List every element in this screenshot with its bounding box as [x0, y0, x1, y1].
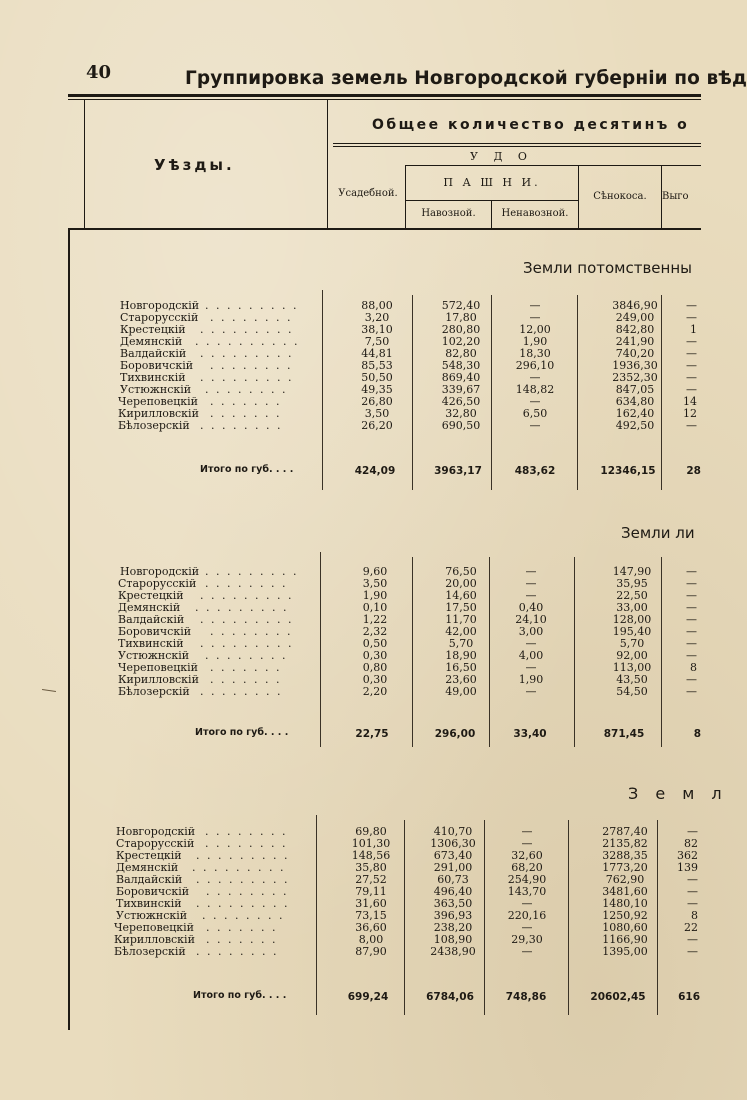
table-cell: 35,95 [616, 577, 648, 590]
table-cell: 1,90 [362, 589, 388, 602]
table-cell: 572,40 [441, 299, 481, 312]
district-name: Старорусскій [120, 311, 199, 324]
table-cell: 3,50 [364, 407, 390, 420]
table-cell: 1,22 [362, 613, 388, 626]
col-vygon: Выго [662, 191, 689, 202]
table-cell: — [521, 921, 533, 934]
leader-dots: . . . . . . . . [205, 825, 288, 838]
table-cell: 32,80 [445, 407, 477, 420]
leader-dots: . . . . . . . . . [200, 589, 294, 602]
table-cell: 1080,60 [602, 921, 648, 934]
total-label: Итого по губ. . . . [200, 464, 294, 475]
table-cell: 17,80 [445, 311, 477, 324]
table-cell: 2787,40 [602, 825, 648, 838]
table-cell: 79,11 [355, 885, 387, 898]
page-title: Группировка земель Новгородской губерніи по вѣд [185, 68, 747, 89]
table-cell: 842,80 [615, 323, 655, 336]
table-cell: — [686, 299, 697, 312]
table-cell: 426,50 [441, 395, 481, 408]
table-cell: 24,10 [515, 613, 547, 626]
leader-dots: . . . . . . . . [205, 383, 288, 396]
table-cell: 410,70 [433, 825, 473, 838]
table-cell: — [686, 565, 697, 578]
table-cell: 18,30 [519, 347, 551, 360]
total-usad: 22,75 [355, 728, 389, 740]
leader-dots: . . . . . . . . . [192, 861, 286, 874]
table-cell: 634,80 [615, 395, 655, 408]
table-cell: — [686, 637, 697, 650]
table-cell: 7,50 [364, 335, 390, 348]
total-vygon: 8 [693, 728, 701, 740]
table-cell: 88,00 [361, 299, 393, 312]
total-nenavoz: 748,86 [505, 991, 547, 1003]
table-cell: — [521, 825, 533, 838]
table-cell: 396,93 [433, 909, 473, 922]
table-cell: 69,80 [355, 825, 387, 838]
table-cell: 5,70 [619, 637, 645, 650]
district-name: Устюжнскій [118, 649, 190, 662]
district-name: Кирилловскій [118, 673, 199, 686]
table-cell: — [686, 673, 697, 686]
table-cell: 44,81 [361, 347, 393, 360]
table-cell: 50,50 [361, 371, 393, 384]
table-cell: 42,00 [445, 625, 477, 638]
leader-dots: . . . . . . . . . [200, 371, 294, 384]
table-cell: 31,60 [355, 897, 387, 910]
total-nenavoz: 483,62 [514, 465, 556, 477]
table-cell: 82,80 [445, 347, 477, 360]
table-cell: — [525, 661, 537, 674]
table-cell: 148,82 [515, 383, 555, 396]
district-name: Бѣлозерскій [114, 945, 186, 958]
leader-dots: . . . . . . . . [205, 577, 288, 590]
table-cell: 2135,82 [602, 837, 648, 850]
table-cell: — [529, 299, 541, 312]
district-name: Череповецкій [118, 395, 199, 408]
table-cell: 26,80 [361, 395, 393, 408]
table-cell: 32,60 [511, 849, 543, 862]
table-cell: — [521, 897, 533, 910]
table-cell: 16,50 [445, 661, 477, 674]
table-cell: — [687, 945, 698, 958]
table-cell: 673,40 [433, 849, 473, 862]
leader-dots: . . . . . . . . [200, 419, 283, 432]
table-cell: — [525, 685, 537, 698]
table-cell: 22 [684, 921, 698, 934]
leader-dots: . . . . . . . . . [205, 565, 299, 578]
table-cell: — [686, 685, 697, 698]
table-cell: 35,80 [355, 861, 387, 874]
district-name: Валдайскій [116, 873, 183, 886]
table-cell: — [529, 395, 541, 408]
table-cell: 128,00 [612, 613, 652, 626]
table-cell: 68,20 [511, 861, 543, 874]
table-cell: 291,00 [433, 861, 473, 874]
leader-dots: . . . . . . . . [210, 359, 293, 372]
table-cell: 102,20 [441, 335, 481, 348]
district-name: Бѣлозерскій [118, 419, 190, 432]
table-cell: 6,50 [522, 407, 548, 420]
table-cell: 241,90 [615, 335, 655, 348]
total-senokos: 12346,15 [600, 465, 656, 477]
uezdy-header: Уѣзды. [154, 156, 235, 174]
table-cell: — [686, 383, 697, 396]
header-rule-top-thin [68, 99, 701, 100]
total-nenavoz: 33,40 [513, 728, 547, 740]
table-cell: 496,40 [433, 885, 473, 898]
table-cell: — [529, 311, 541, 324]
table-cell: 5,70 [448, 637, 474, 650]
table-cell: 3288,35 [602, 849, 648, 862]
table-cell: 220,16 [507, 909, 547, 922]
col-pashni: П А Ш Н И. [443, 176, 541, 189]
table-cell: 8 [691, 909, 698, 922]
district-name: Тихвинскій [118, 637, 184, 650]
table-cell: 362 [677, 849, 698, 862]
table-cell: 548,30 [441, 359, 481, 372]
table-cell: — [686, 613, 697, 626]
table-cell: 0,30 [362, 649, 388, 662]
table-cell: 54,50 [616, 685, 648, 698]
table-cell: — [686, 589, 697, 602]
table-cell: — [686, 625, 697, 638]
table-cell: 762,90 [605, 873, 645, 886]
table-cell: 1480,10 [602, 897, 648, 910]
table-cell: — [687, 885, 698, 898]
district-name: Устюжнскій [116, 909, 188, 922]
table-cell: 20,00 [445, 577, 477, 590]
table-cell: — [687, 933, 698, 946]
total-label: Итого по губ. . . . [195, 727, 289, 738]
leader-dots: . . . . . . . . [206, 885, 289, 898]
col-nenavoznoy: Ненавозной. [501, 208, 569, 219]
district-name: Валдайскій [120, 347, 187, 360]
leader-dots: . . . . . . . . [210, 311, 293, 324]
table-cell: 17,50 [445, 601, 477, 614]
table-cell: 18,90 [445, 649, 477, 662]
district-name: Бѣлозерскій [118, 685, 190, 698]
section-title: З е м л [628, 784, 728, 803]
table-cell: — [686, 649, 697, 662]
main-heading: Общее количество десятинъ о [372, 117, 690, 133]
table-cell: 143,70 [507, 885, 547, 898]
district-name: Старорусскій [116, 837, 195, 850]
district-name: Старорусскій [118, 577, 197, 590]
district-name: Череповецкій [118, 661, 199, 674]
table-cell: 60,73 [437, 873, 469, 886]
leader-dots: . . . . . . . . . [195, 601, 289, 614]
table-cell: 87,90 [355, 945, 387, 958]
table-cell: 9,60 [362, 565, 388, 578]
total-vygon: 616 [678, 991, 700, 1003]
total-label: Итого по губ. . . . [193, 990, 287, 1001]
district-name: Новгородскій [120, 299, 200, 312]
table-cell: 1 [690, 323, 697, 336]
table-cell: 339,67 [441, 383, 481, 396]
district-name: Боровичскій [116, 885, 190, 898]
leader-dots: . . . . . . . . [202, 909, 285, 922]
leader-dots: . . . . . . . . [200, 685, 283, 698]
total-navoz: 296,00 [434, 728, 476, 740]
district-name: Боровичскій [118, 625, 192, 638]
table-cell: 0,40 [518, 601, 544, 614]
header-rule-top [68, 94, 701, 97]
table-cell: 27,52 [355, 873, 387, 886]
table-cell: 162,40 [615, 407, 655, 420]
table-cell: 1936,30 [612, 359, 658, 372]
table-cell: 148,56 [351, 849, 391, 862]
table-cell: 101,30 [351, 837, 391, 850]
district-name: Тихвинскій [120, 371, 186, 384]
leader-dots: . . . . . . . . . [205, 299, 299, 312]
leader-dots: . . . . . . . . . [200, 637, 294, 650]
district-name: Валдайскій [118, 613, 185, 626]
total-senokos: 20602,45 [590, 991, 646, 1003]
total-vygon: 28 [686, 465, 701, 477]
leader-dots: . . . . . . . [206, 921, 278, 934]
table-cell: 238,20 [433, 921, 473, 934]
left-border [68, 230, 70, 1030]
district-name: Крестецкій [116, 849, 182, 862]
table-cell: 363,50 [433, 897, 473, 910]
table-cell: 1,90 [522, 335, 548, 348]
leader-dots: . . . . . . . . . . [195, 335, 300, 348]
district-name: Кирилловскій [114, 933, 195, 946]
table-cell: 0,30 [362, 673, 388, 686]
table-cell: 33,00 [616, 601, 648, 614]
table-cell: 49,00 [445, 685, 477, 698]
table-cell: 690,50 [441, 419, 481, 432]
table-cell: — [686, 419, 697, 432]
section-title: Земли ли [621, 524, 695, 542]
leader-dots: . . . . . . . . [205, 649, 288, 662]
table-cell: — [686, 359, 697, 372]
page-number: 40 [86, 62, 112, 83]
table-cell: — [687, 897, 698, 910]
table-cell: 36,60 [355, 921, 387, 934]
table-cell: 492,50 [615, 419, 655, 432]
table-cell: — [529, 419, 541, 432]
leader-dots: . . . . . . . . [205, 837, 288, 850]
table-cell: 8,00 [358, 933, 384, 946]
total-navoz: 3963,17 [434, 465, 482, 477]
col-usadebnoy: Усадебной. [338, 188, 398, 199]
table-cell: 254,90 [507, 873, 547, 886]
table-cell: 3,50 [362, 577, 388, 590]
table-cell: 847,05 [615, 383, 655, 396]
table-cell: 1773,20 [602, 861, 648, 874]
table-cell: 869,40 [441, 371, 481, 384]
total-usad: 699,24 [347, 991, 389, 1003]
table-cell: — [525, 565, 537, 578]
table-cell: 73,15 [355, 909, 387, 922]
table-cell: 0,50 [362, 637, 388, 650]
table-cell: — [529, 371, 541, 384]
table-cell: 2352,30 [612, 371, 658, 384]
table-cell: 0,80 [362, 661, 388, 674]
table-cell: 49,35 [361, 383, 393, 396]
leader-dots: . . . . . . . . . [200, 323, 294, 336]
district-name: Устюжнскій [120, 383, 192, 396]
district-name: Демянскій [118, 601, 181, 614]
table-cell: — [686, 601, 697, 614]
table-cell: 280,80 [441, 323, 481, 336]
table-cell: 29,30 [511, 933, 543, 946]
sub-letters: У Д О [470, 150, 533, 163]
table-cell: 12,00 [519, 323, 551, 336]
table-cell: 11,70 [445, 613, 477, 626]
table-cell: 3481,60 [602, 885, 648, 898]
table-cell: 113,00 [612, 661, 652, 674]
table-cell: — [686, 371, 697, 384]
leader-dots: . . . . . . . . . [196, 873, 290, 886]
table-cell: 139 [677, 861, 698, 874]
table-cell: 76,50 [445, 565, 477, 578]
table-cell: — [687, 825, 698, 838]
table-cell: 1250,92 [602, 909, 648, 922]
table-cell: 12 [683, 407, 697, 420]
table-cell: 38,10 [361, 323, 393, 336]
table-cell: — [525, 577, 537, 590]
district-name: Демянскій [120, 335, 183, 348]
district-name: Тихвинскій [116, 897, 182, 910]
table-cell: — [521, 837, 533, 850]
table-cell: 740,20 [615, 347, 655, 360]
table-cell: 23,60 [445, 673, 477, 686]
table-cell: 195,40 [612, 625, 652, 638]
leader-dots: . . . . . . . [210, 395, 282, 408]
table-cell: — [521, 945, 533, 958]
district-name: Новгородскій [120, 565, 200, 578]
table-cell: 26,20 [361, 419, 393, 432]
table-cell: 1166,90 [602, 933, 648, 946]
table-cell: 3,20 [364, 311, 390, 324]
table-cell: 2,32 [362, 625, 388, 638]
col-senokosa: Сѣнокоса. [593, 191, 647, 202]
district-name: Череповецкій [114, 921, 195, 934]
table-cell: — [686, 577, 697, 590]
district-name: Демянскій [116, 861, 179, 874]
table-cell: 85,53 [361, 359, 393, 372]
stray-mark [42, 689, 56, 692]
table-cell: 296,10 [515, 359, 555, 372]
table-cell: — [686, 335, 697, 348]
table-cell: 1,90 [518, 673, 544, 686]
table-cell: — [525, 637, 537, 650]
table-cell: 1395,00 [602, 945, 648, 958]
district-name: Крестецкій [120, 323, 186, 336]
table-cell: — [686, 347, 697, 360]
leader-dots: . . . . . . . . [196, 945, 279, 958]
col-navoznoy: Навозной. [421, 208, 476, 219]
total-senokos: 871,45 [603, 728, 645, 740]
table-cell: 249,00 [615, 311, 655, 324]
table-cell: 4,00 [518, 649, 544, 662]
table-cell: 22,50 [616, 589, 648, 602]
table-cell: 92,00 [616, 649, 648, 662]
district-name: Кирилловскій [118, 407, 199, 420]
total-usad: 424,09 [354, 465, 396, 477]
leader-dots: . . . . . . . . . [200, 347, 294, 360]
table-cell: — [687, 873, 698, 886]
table-cell: 147,90 [612, 565, 652, 578]
table-cell: 14,60 [445, 589, 477, 602]
district-name: Крестецкій [118, 589, 184, 602]
table-cell: 3846,90 [612, 299, 658, 312]
leader-dots: . . . . . . . . . [196, 849, 290, 862]
table-cell: 2438,90 [430, 945, 476, 958]
table-cell: 82 [684, 837, 698, 850]
district-name: Боровичскій [120, 359, 194, 372]
table-cell: 43,50 [616, 673, 648, 686]
table-cell: 0,10 [362, 601, 388, 614]
leader-dots: . . . . . . . [210, 673, 282, 686]
table-cell: 108,90 [433, 933, 473, 946]
table-cell: 14 [683, 395, 697, 408]
leader-dots: . . . . . . . . . [200, 613, 294, 626]
table-cell: 1306,30 [430, 837, 476, 850]
table-cell: 3,00 [518, 625, 544, 638]
table-cell: 2,20 [362, 685, 388, 698]
table-cell: — [525, 589, 537, 602]
leader-dots: . . . . . . . [210, 661, 282, 674]
table-cell: 8 [690, 661, 697, 674]
leader-dots: . . . . . . . . [210, 625, 293, 638]
section-title: Земли потомственны [523, 259, 692, 277]
leader-dots: . . . . . . . [206, 933, 278, 946]
leader-dots: . . . . . . . [210, 407, 282, 420]
district-name: Новгородскій [116, 825, 196, 838]
leader-dots: . . . . . . . . . [196, 897, 290, 910]
table-cell: — [686, 311, 697, 324]
total-navoz: 6784,06 [426, 991, 474, 1003]
